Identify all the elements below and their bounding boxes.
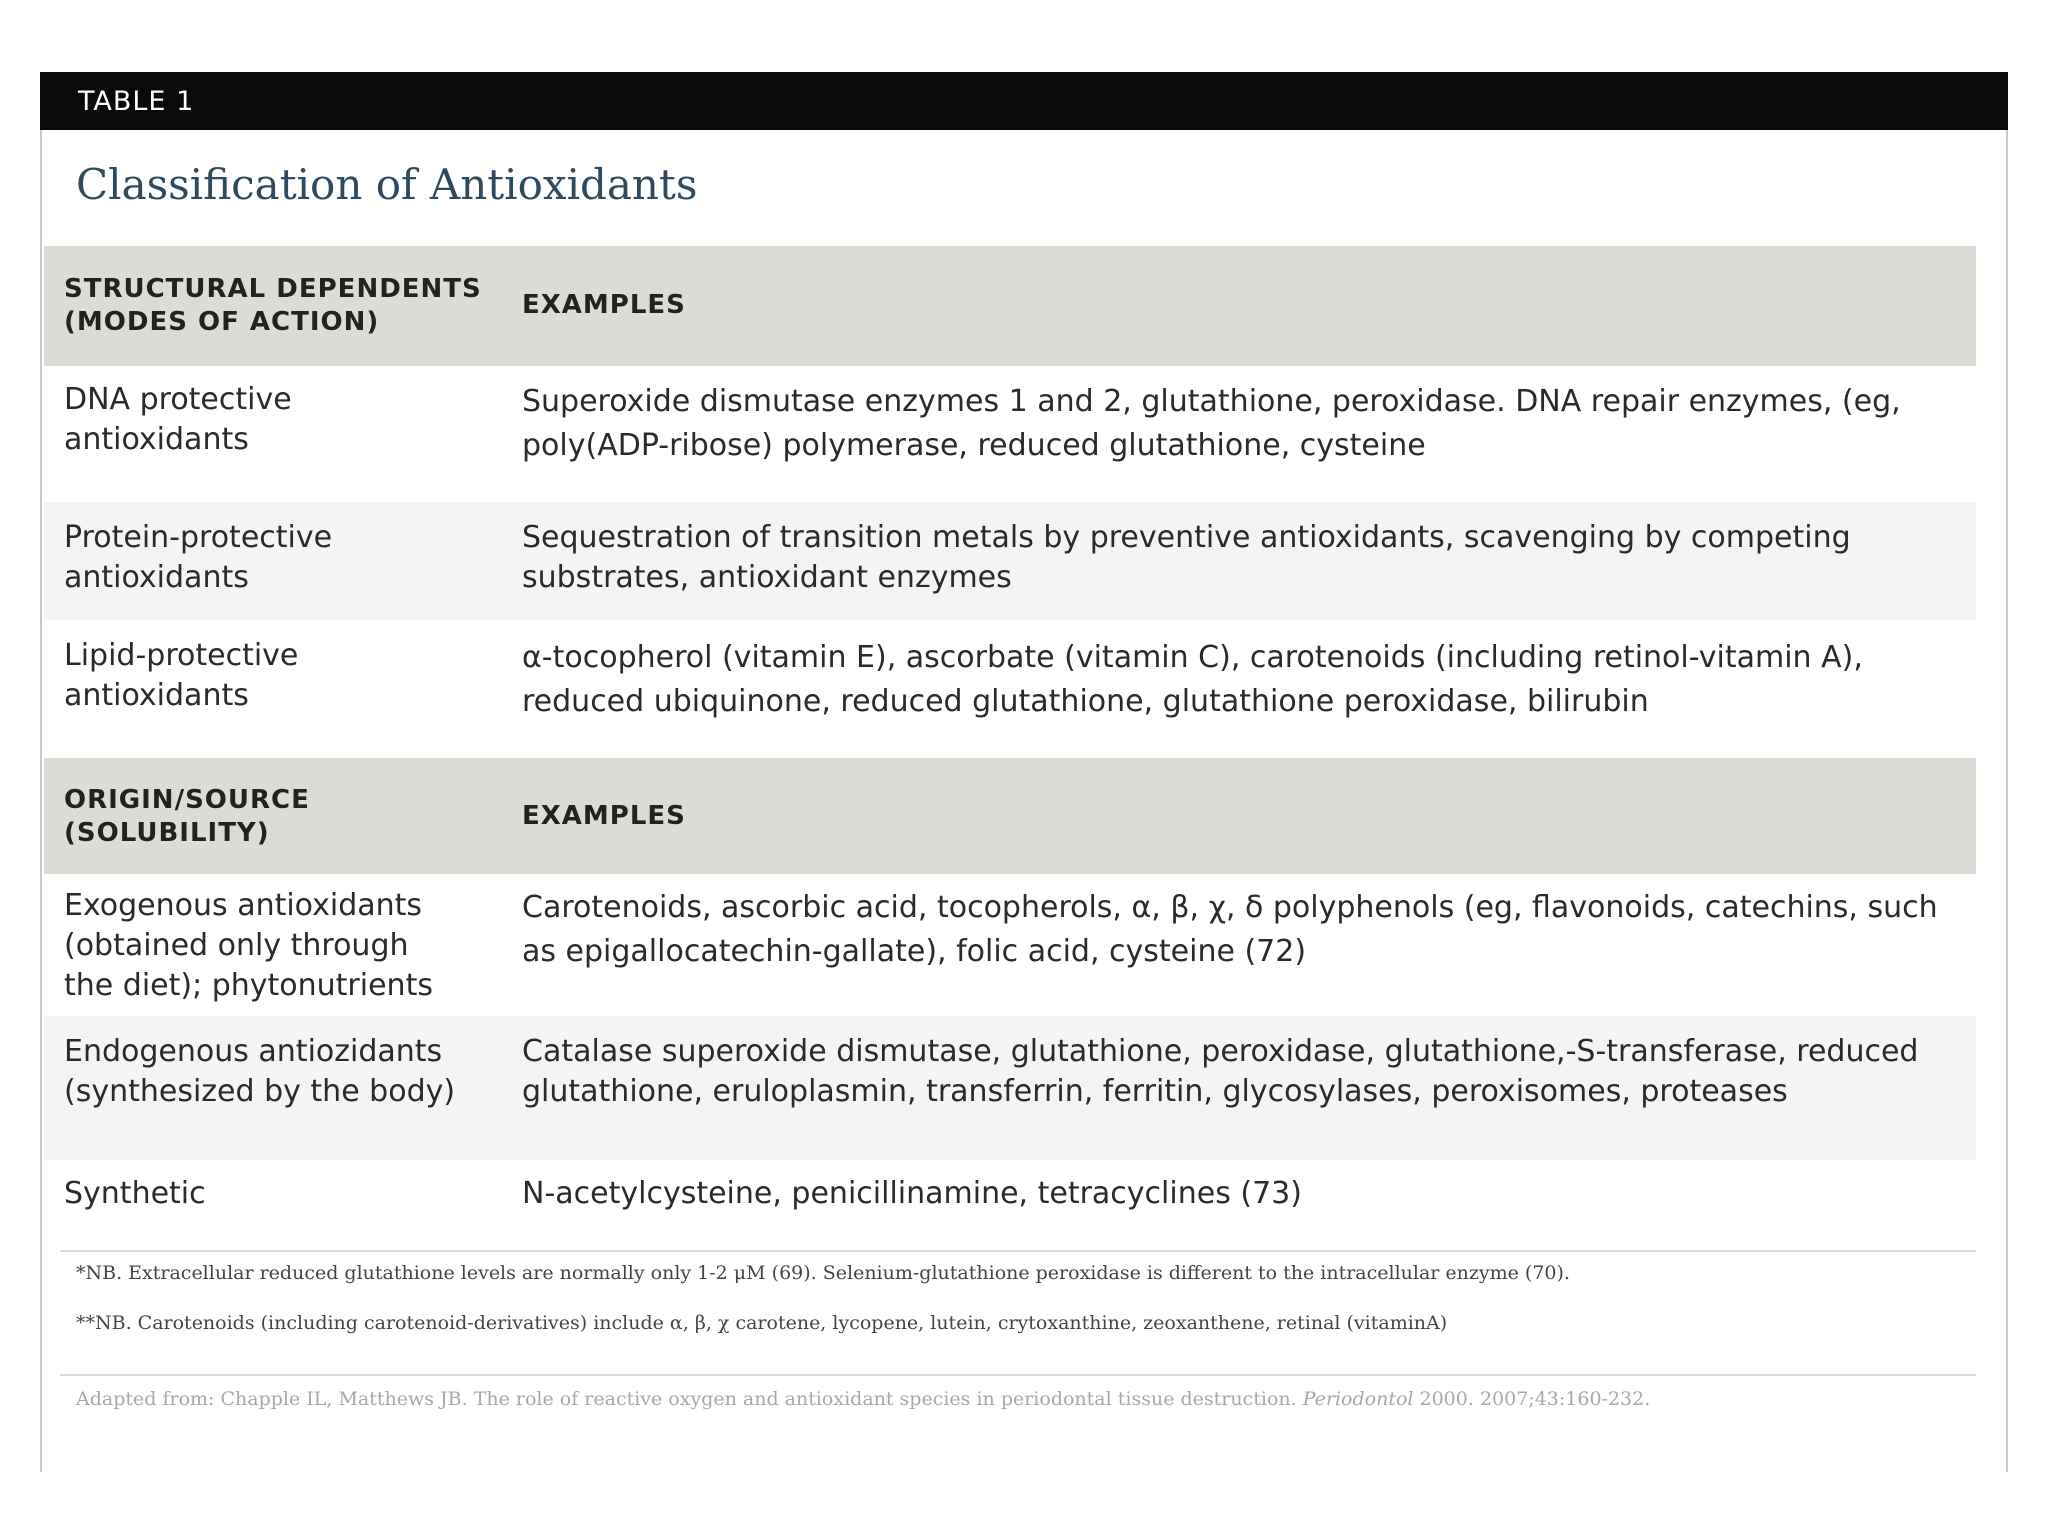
table-label-bar <box>40 72 2008 130</box>
table-title: Classification of Antioxidants <box>76 160 698 209</box>
row-examples: N-acetylcysteine, penicillinamine, tetracyclines (73) <box>522 1176 1302 1211</box>
row-examples: Superoxide dismutase enzymes 1 and 2, glutathione, peroxidase. DNA repair enzymes, (eg, poly(ADP-ribose) polymerase, reduced glutathione, cysteine <box>522 384 1901 463</box>
section1-header-col2: EXAMPLES <box>522 290 686 320</box>
row-category: Exogenous antioxidants (obtained only through the diet); phytonutrients <box>64 888 433 1003</box>
notes-divider <box>60 1250 1976 1252</box>
row-category: Synthetic <box>64 1176 206 1211</box>
table-row <box>44 1016 1976 1160</box>
source-text-before: Adapted from: Chapple IL, Matthews JB. The role of reactive oxygen and antioxidant species in periodontal tissue destruction. <box>76 1388 1303 1410</box>
row-category: DNA protective antioxidants <box>64 382 292 457</box>
row-category: Protein-protective antioxidants <box>64 520 333 595</box>
table-row <box>44 366 1976 502</box>
section1-header-col1: STRUCTURAL DEPENDENTS (MODES OF ACTION) <box>64 274 482 337</box>
table-row <box>44 620 1976 758</box>
table-label: TABLE 1 <box>78 86 195 117</box>
table-row <box>44 874 1976 1016</box>
footnote-1: *NB. Extracellular reduced glutathione levels are normally only 1-2 μM (69). Selenium-glutathione peroxidase is different to the intracellular enzyme (70). <box>76 1262 1570 1284</box>
row-examples: α-tocopherol (vitamin E), ascorbate (vitamin C), carotenoids (including retinol-vitamin A), reduced ubiquinone, reduced glutathione, glutathione peroxidase, bilirubin <box>522 640 1863 719</box>
table-row <box>44 1160 1976 1250</box>
section2-header-col1: ORIGIN/SOURCE (SOLUBILITY) <box>64 785 310 848</box>
source-divider <box>60 1374 1976 1376</box>
row-examples: Sequestration of transition metals by preventive antioxidants, scavenging by competing substrates, antioxidant enzymes <box>522 520 1851 595</box>
row-category: Lipid-protective antioxidants <box>64 638 299 713</box>
section2-header-col2: EXAMPLES <box>522 801 686 831</box>
row-examples: Catalase superoxide dismutase, glutathione, peroxidase, glutathione,-S-transferase, reduced glutathione, eruloplasmin, transferrin, ferritin, glycosylases, peroxisomes, proteases <box>522 1034 1919 1109</box>
section1-header-row <box>44 246 1976 366</box>
footnote-2: **NB. Carotenoids (including carotenoid-derivatives) include α, β, χ carotene, lycopene, lutein, crytoxanthine, zeoxanthene, retinal (vitaminA) <box>76 1312 1448 1334</box>
source-text-after: 2000. 2007;43:160-232. <box>1413 1388 1651 1410</box>
table-row <box>44 502 1976 620</box>
row-examples: Carotenoids, ascorbic acid, tocopherols, α, β, χ, δ polyphenols (eg, flavonoids, catechins, such as epigallocatechin-gallate), folic acid, cysteine (72) <box>522 890 1938 969</box>
source-journal: Periodontol <box>1302 1388 1414 1410</box>
row-category: Endogenous antiozidants (synthesized by the body) <box>64 1034 456 1109</box>
section2-header-row <box>44 758 1976 874</box>
source-citation <box>76 1388 1650 1410</box>
